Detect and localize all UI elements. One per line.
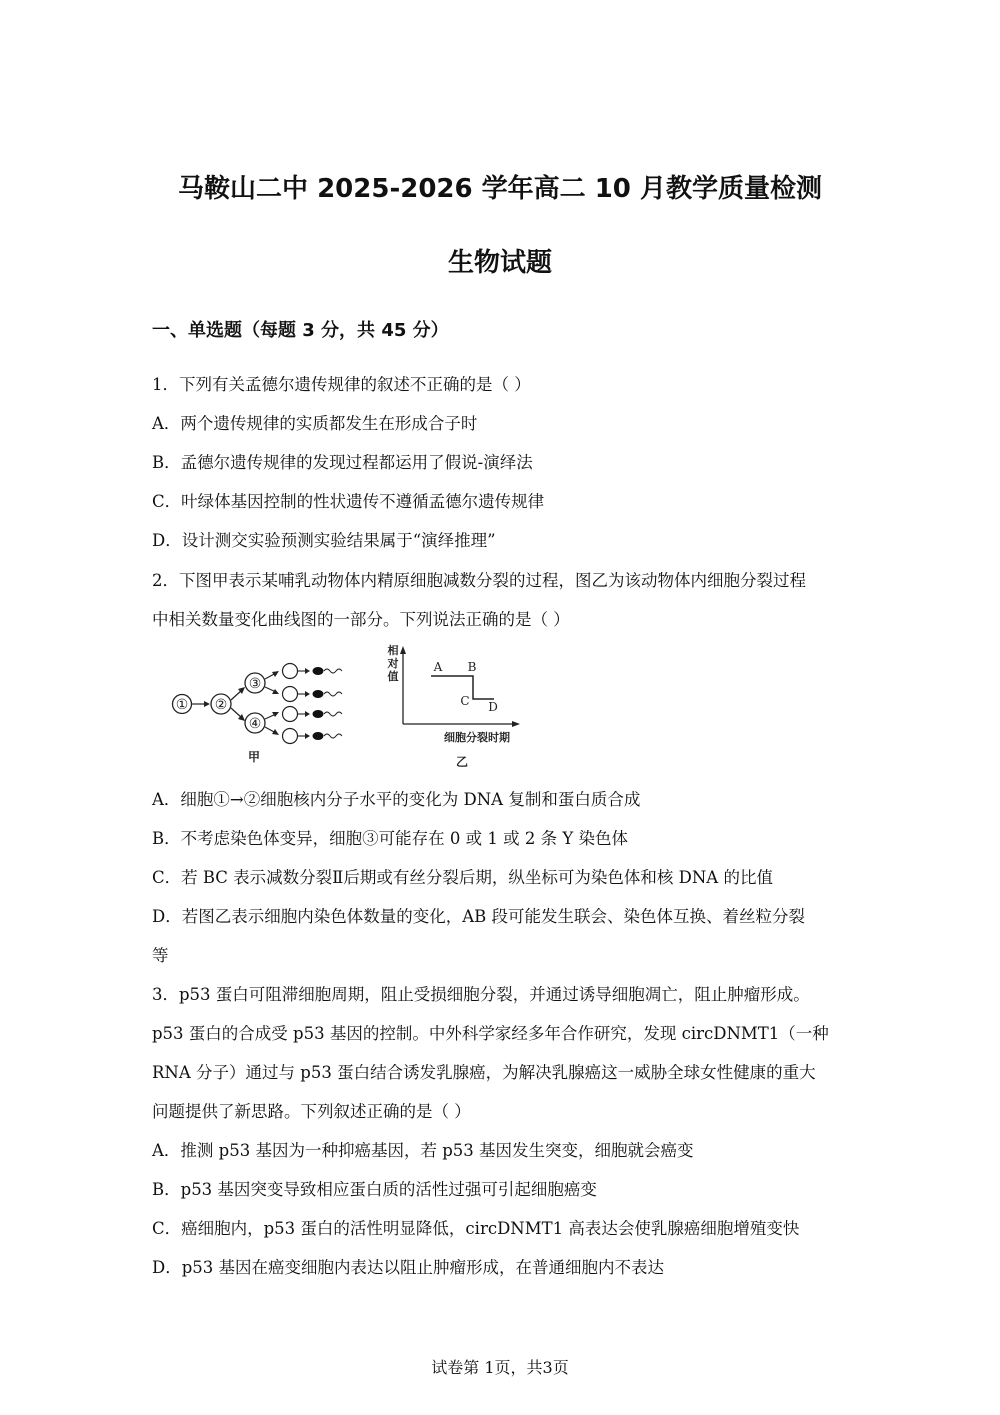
question-1-option-a: A．两个遗传规律的实质都发生在形成合子时 bbox=[152, 414, 478, 433]
point-c-label: C bbox=[460, 694, 470, 708]
question-3-option-c: C．癌细胞内，p53 蛋白的活性明显降低，circDNMT1 高表达会使乳腺癌细胞增殖变快 bbox=[152, 1219, 800, 1238]
y-axis-label bbox=[387, 643, 399, 683]
section-heading: 一、单选题（每题 3 分，共 45 分） bbox=[152, 320, 449, 341]
question-3-stem-line-2: p53 蛋白的合成受 p53 基因的控制。中外科学家经多年合作研究，发现 circDNMT1（一种 bbox=[152, 1024, 829, 1043]
cell-1-label: ① bbox=[175, 697, 189, 713]
cell-2 bbox=[211, 694, 231, 714]
question-1-stem: 1．下列有关孟德尔遗传规律的叙述不正确的是（ ） bbox=[152, 375, 531, 394]
cell-4-label: ④ bbox=[248, 716, 262, 732]
diagram-yi bbox=[387, 643, 521, 769]
question-1-option-b: B．孟德尔遗传规律的发现过程都运用了假说-演绎法 bbox=[152, 453, 533, 472]
question-3-stem-line-3: RNA 分子）通过与 p53 蛋白结合诱发乳腺癌，为解决乳腺癌这一威胁全球女性健康的重大 bbox=[152, 1063, 816, 1082]
question-1-option-d: D．设计测交实验预测实验结果属于“演绎推理” bbox=[152, 531, 496, 550]
sperm bbox=[313, 710, 343, 718]
sperm bbox=[313, 690, 343, 698]
svg-text:对: 对 bbox=[387, 657, 399, 670]
exam-title: 马鞍山二中 2025-2026 学年高二 10 月教学质量检测 bbox=[178, 174, 822, 204]
question-2-stem-line-2: 中相关数量变化曲线图的一部分。下列说法正确的是（ ） bbox=[152, 610, 570, 629]
exam-subtitle: 生物试题 bbox=[447, 248, 552, 278]
cell-2-label: ② bbox=[214, 697, 228, 713]
page-footer: 试卷第 1页，共3页 bbox=[431, 1358, 569, 1377]
question-2-stem-line-1: 2．下图甲表示某哺乳动物体内精原细胞减数分裂的过程，图乙为该动物体内细胞分裂过程 bbox=[152, 571, 806, 590]
cell-4 bbox=[245, 713, 265, 733]
spermatid bbox=[283, 664, 298, 679]
point-b-label: B bbox=[467, 660, 477, 674]
point-d-label: D bbox=[488, 700, 498, 714]
svg-text:相: 相 bbox=[387, 644, 399, 657]
question-3-option-d: D．p53 基因在癌变细胞内表达以阻止肿瘤形成，在普通细胞内不表达 bbox=[152, 1258, 665, 1277]
question-1-option-c: C．叶绿体基因控制的性状遗传不遵循孟德尔遗传规律 bbox=[152, 492, 545, 511]
spermatid bbox=[283, 707, 298, 722]
question-3-option-b: B．p53 基因突变导致相应蛋白质的活性过强可引起细胞癌变 bbox=[152, 1180, 597, 1199]
sperm bbox=[313, 667, 343, 675]
question-3-stem-line-4: 问题提供了新思路。下列叙述正确的是（ ） bbox=[152, 1102, 471, 1121]
question-3-stem-line-1: 3．p53 蛋白可阻滞细胞周期，阻止受损细胞分裂，并通过诱导细胞凋亡，阻止肿瘤形成。 bbox=[152, 985, 810, 1004]
question-2-option-c: C．若 BC 表示减数分裂Ⅱ后期或有丝分裂后期，纵坐标可为染色体和核 DNA 的比值 bbox=[152, 868, 773, 887]
cell-3 bbox=[245, 673, 265, 693]
point-a-label: A bbox=[433, 660, 443, 674]
question-3-option-a: A．推测 p53 基因为一种抑癌基因，若 p53 基因发生突变，细胞就会癌变 bbox=[152, 1141, 694, 1160]
cell-division-figure bbox=[166, 640, 536, 775]
diagram-jia bbox=[173, 664, 343, 765]
question-2-option-d-continued: 等 bbox=[152, 946, 169, 965]
question-2-option-a: A．细胞①→②细胞核内分子水平的变化为 DNA 复制和蛋白质合成 bbox=[152, 790, 641, 809]
cell-3-label: ③ bbox=[248, 676, 262, 692]
question-2-option-b: B．不考虑染色体变异，细胞③可能存在 0 或 1 或 2 条 Y 染色体 bbox=[152, 829, 628, 848]
spermatid bbox=[283, 687, 298, 702]
figure-yi-label: 乙 bbox=[455, 755, 469, 769]
spermatid bbox=[283, 729, 298, 744]
curve-point-labels bbox=[433, 660, 498, 714]
figure-jia-label: 甲 bbox=[247, 750, 261, 764]
x-axis-label: 细胞分裂时期 bbox=[444, 731, 510, 744]
question-2-option-d: D．若图乙表示细胞内染色体数量的变化，AB 段可能发生联会、染色体互换、着丝粒分裂 bbox=[152, 907, 806, 926]
sperm bbox=[313, 732, 343, 740]
cell-1 bbox=[173, 695, 192, 714]
svg-text:值: 值 bbox=[387, 670, 399, 683]
